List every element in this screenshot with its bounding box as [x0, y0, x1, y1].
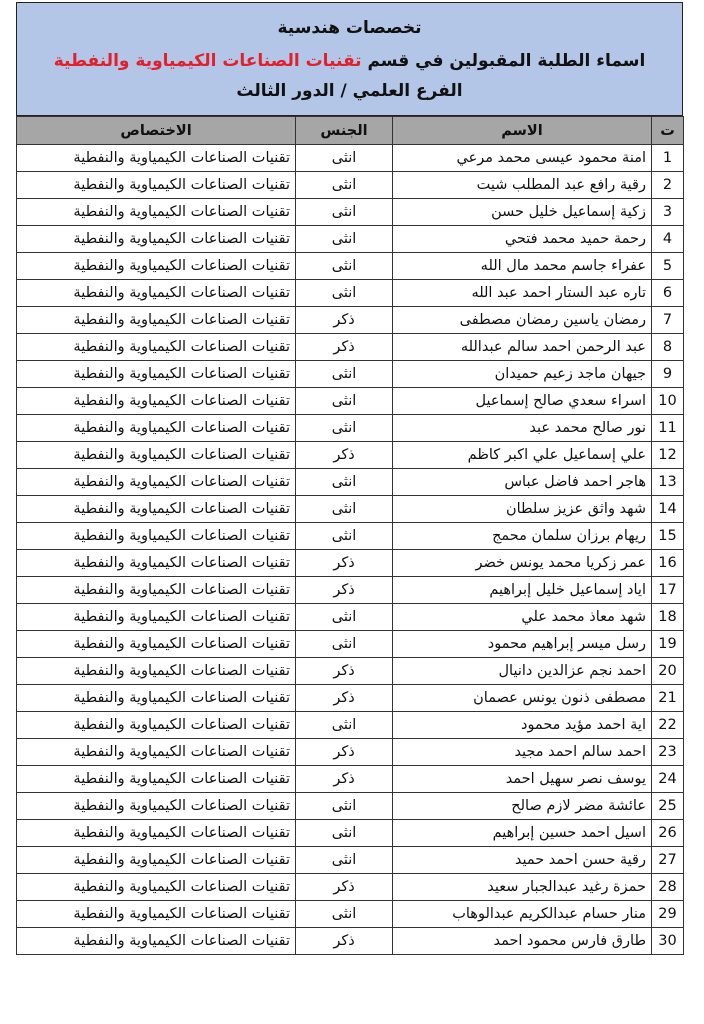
student-specialization: تقنيات الصناعات الكيمياوية والنفطية: [17, 901, 296, 928]
header-title: تخصصات هندسية: [277, 18, 422, 38]
student-name: تاره عبد الستار احمد عبد الله: [393, 280, 652, 307]
table-row: [17, 307, 684, 334]
student-gender: انثى: [296, 199, 393, 226]
row-number: 17: [652, 577, 684, 604]
table-row: [17, 712, 684, 739]
table-row: [17, 739, 684, 766]
student-gender: انثى: [296, 172, 393, 199]
row-number: 9: [652, 361, 684, 388]
row-number: 29: [652, 901, 684, 928]
student-specialization: تقنيات الصناعات الكيمياوية والنفطية: [17, 577, 296, 604]
student-name: اياد إسماعيل خليل إبراهيم: [393, 577, 652, 604]
student-name: نور صالح محمد عبد: [393, 415, 652, 442]
table-row: [17, 550, 684, 577]
student-gender: ذكر: [296, 658, 393, 685]
student-name: عائشة مضر لازم صالح: [393, 793, 652, 820]
student-name: عبد الرحمن احمد سالم عبدالله: [393, 334, 652, 361]
student-gender: انثى: [296, 496, 393, 523]
student-name: اسراء سعدي صالح إسماعيل: [393, 388, 652, 415]
student-name: حمزة رغيد عبدالجبار سعيد: [393, 874, 652, 901]
row-number: 14: [652, 496, 684, 523]
row-number: 18: [652, 604, 684, 631]
column-header-specialization: الاختصاص: [17, 117, 296, 145]
student-gender: انثى: [296, 361, 393, 388]
student-name: اية احمد مؤيد محمود: [393, 712, 652, 739]
student-specialization: تقنيات الصناعات الكيمياوية والنفطية: [17, 685, 296, 712]
student-gender: انثى: [296, 712, 393, 739]
department-name: تقنيات الصناعات الكيمياوية والنفطية: [53, 51, 362, 71]
table-row: [17, 523, 684, 550]
student-gender: انثى: [296, 469, 393, 496]
table-row: [17, 469, 684, 496]
table-row: [17, 334, 684, 361]
student-name: شهد واثق عزيز سلطان: [393, 496, 652, 523]
column-header-gender: الجنس: [296, 117, 393, 145]
table-row: [17, 793, 684, 820]
student-specialization: تقنيات الصناعات الكيمياوية والنفطية: [17, 469, 296, 496]
table-row: [17, 820, 684, 847]
student-specialization: تقنيات الصناعات الكيمياوية والنفطية: [17, 253, 296, 280]
table-row: [17, 847, 684, 874]
student-specialization: تقنيات الصناعات الكيمياوية والنفطية: [17, 928, 296, 955]
row-number: 7: [652, 307, 684, 334]
student-gender: انثى: [296, 253, 393, 280]
student-gender: انثى: [296, 793, 393, 820]
row-number: 21: [652, 685, 684, 712]
student-name: زكية إسماعيل خليل حسن: [393, 199, 652, 226]
row-number: 16: [652, 550, 684, 577]
student-specialization: تقنيات الصناعات الكيمياوية والنفطية: [17, 631, 296, 658]
student-specialization: تقنيات الصناعات الكيمياوية والنفطية: [17, 388, 296, 415]
student-name: طارق فارس محمود احمد: [393, 928, 652, 955]
student-specialization: تقنيات الصناعات الكيمياوية والنفطية: [17, 766, 296, 793]
student-name: رمضان ياسين رمضان مصطفى: [393, 307, 652, 334]
table-row: [17, 280, 684, 307]
student-name: رحمة حميد محمد فتحي: [393, 226, 652, 253]
student-name: منار حسام عبدالكريم عبدالوهاب: [393, 901, 652, 928]
row-number: 12: [652, 442, 684, 469]
student-gender: ذكر: [296, 442, 393, 469]
document-sheet: [16, 2, 683, 955]
student-name: ريهام برزان سلمان محمج: [393, 523, 652, 550]
table-header-row: [17, 117, 684, 145]
row-number: 30: [652, 928, 684, 955]
student-gender: ذكر: [296, 739, 393, 766]
document-header: [16, 2, 683, 116]
row-number: 6: [652, 280, 684, 307]
student-specialization: تقنيات الصناعات الكيمياوية والنفطية: [17, 361, 296, 388]
table-row: [17, 766, 684, 793]
row-number: 2: [652, 172, 684, 199]
student-specialization: تقنيات الصناعات الكيمياوية والنفطية: [17, 658, 296, 685]
student-name: امنة محمود عيسى محمد مرعي: [393, 145, 652, 172]
branch-round: الفرع العلمي / الدور الثالث: [236, 81, 463, 101]
student-name: يوسف نصر سهيل احمد: [393, 766, 652, 793]
table-row: [17, 172, 684, 199]
student-gender: انثى: [296, 631, 393, 658]
student-name: احمد نجم عزالدين دانيال: [393, 658, 652, 685]
student-gender: ذكر: [296, 874, 393, 901]
table-row: [17, 577, 684, 604]
student-name: علي إسماعيل علي اكبر كاظم: [393, 442, 652, 469]
table-row: [17, 415, 684, 442]
student-specialization: تقنيات الصناعات الكيمياوية والنفطية: [17, 226, 296, 253]
row-number: 27: [652, 847, 684, 874]
row-number: 19: [652, 631, 684, 658]
student-gender: انثى: [296, 820, 393, 847]
table-row: [17, 901, 684, 928]
table-row: [17, 388, 684, 415]
students-table: [16, 116, 684, 955]
table-row: [17, 496, 684, 523]
table-row: [17, 685, 684, 712]
row-number: 22: [652, 712, 684, 739]
student-name: شهد معاذ محمد علي: [393, 604, 652, 631]
student-specialization: تقنيات الصناعات الكيمياوية والنفطية: [17, 199, 296, 226]
row-number: 1: [652, 145, 684, 172]
table-row: [17, 658, 684, 685]
column-header-name: الاسم: [393, 117, 652, 145]
table-row: [17, 604, 684, 631]
header-subtitle: [17, 49, 682, 73]
student-gender: انثى: [296, 901, 393, 928]
table-row: [17, 874, 684, 901]
student-name: رقية حسن احمد حميد: [393, 847, 652, 874]
student-specialization: تقنيات الصناعات الكيمياوية والنفطية: [17, 307, 296, 334]
student-gender: انثى: [296, 415, 393, 442]
row-number: 10: [652, 388, 684, 415]
student-specialization: تقنيات الصناعات الكيمياوية والنفطية: [17, 442, 296, 469]
student-specialization: تقنيات الصناعات الكيمياوية والنفطية: [17, 280, 296, 307]
student-specialization: تقنيات الصناعات الكيمياوية والنفطية: [17, 874, 296, 901]
row-number: 5: [652, 253, 684, 280]
row-number: 11: [652, 415, 684, 442]
student-gender: انثى: [296, 145, 393, 172]
table-row: [17, 253, 684, 280]
student-name: جيهان ماجد زعيم حميدان: [393, 361, 652, 388]
row-number: 26: [652, 820, 684, 847]
table-row: [17, 361, 684, 388]
student-specialization: تقنيات الصناعات الكيمياوية والنفطية: [17, 847, 296, 874]
student-specialization: تقنيات الصناعات الكيمياوية والنفطية: [17, 550, 296, 577]
student-specialization: تقنيات الصناعات الكيمياوية والنفطية: [17, 415, 296, 442]
student-name: رسل ميسر إبراهيم محمود: [393, 631, 652, 658]
row-number: 3: [652, 199, 684, 226]
student-gender: ذكر: [296, 766, 393, 793]
table-row: [17, 226, 684, 253]
student-specialization: تقنيات الصناعات الكيمياوية والنفطية: [17, 739, 296, 766]
student-gender: ذكر: [296, 334, 393, 361]
student-specialization: تقنيات الصناعات الكيمياوية والنفطية: [17, 334, 296, 361]
student-specialization: تقنيات الصناعات الكيمياوية والنفطية: [17, 793, 296, 820]
student-specialization: تقنيات الصناعات الكيمياوية والنفطية: [17, 604, 296, 631]
table-row: [17, 145, 684, 172]
student-specialization: تقنيات الصناعات الكيمياوية والنفطية: [17, 712, 296, 739]
table-row: [17, 199, 684, 226]
row-number: 15: [652, 523, 684, 550]
student-gender: ذكر: [296, 550, 393, 577]
student-name: عمر زكريا محمد يونس خضر: [393, 550, 652, 577]
student-specialization: تقنيات الصناعات الكيمياوية والنفطية: [17, 172, 296, 199]
table-row: [17, 631, 684, 658]
student-gender: انثى: [296, 847, 393, 874]
student-gender: ذكر: [296, 928, 393, 955]
table-row: [17, 442, 684, 469]
student-specialization: تقنيات الصناعات الكيمياوية والنفطية: [17, 523, 296, 550]
student-gender: انثى: [296, 523, 393, 550]
student-gender: انثى: [296, 388, 393, 415]
student-name: هاجر احمد فاضل عباس: [393, 469, 652, 496]
student-gender: ذكر: [296, 307, 393, 334]
student-gender: ذكر: [296, 577, 393, 604]
row-number: 24: [652, 766, 684, 793]
student-name: احمد سالم احمد مجيد: [393, 739, 652, 766]
student-specialization: تقنيات الصناعات الكيمياوية والنفطية: [17, 145, 296, 172]
row-number: 20: [652, 658, 684, 685]
student-name: اسيل احمد حسين إبراهيم: [393, 820, 652, 847]
column-header-number: ت: [652, 117, 684, 145]
row-number: 28: [652, 874, 684, 901]
row-number: 4: [652, 226, 684, 253]
student-name: مصطفى ذنون يونس عصمان: [393, 685, 652, 712]
student-specialization: تقنيات الصناعات الكيمياوية والنفطية: [17, 820, 296, 847]
student-specialization: تقنيات الصناعات الكيمياوية والنفطية: [17, 496, 296, 523]
subtitle-prefix: اسماء الطلبة المقبولين في قسم: [361, 51, 646, 71]
row-number: 23: [652, 739, 684, 766]
row-number: 13: [652, 469, 684, 496]
table-row: [17, 928, 684, 955]
student-gender: انثى: [296, 604, 393, 631]
row-number: 8: [652, 334, 684, 361]
student-gender: انثى: [296, 280, 393, 307]
row-number: 25: [652, 793, 684, 820]
student-name: عفراء جاسم محمد مال الله: [393, 253, 652, 280]
student-gender: انثى: [296, 226, 393, 253]
student-gender: ذكر: [296, 685, 393, 712]
student-name: رقية رافع عبد المطلب شيت: [393, 172, 652, 199]
